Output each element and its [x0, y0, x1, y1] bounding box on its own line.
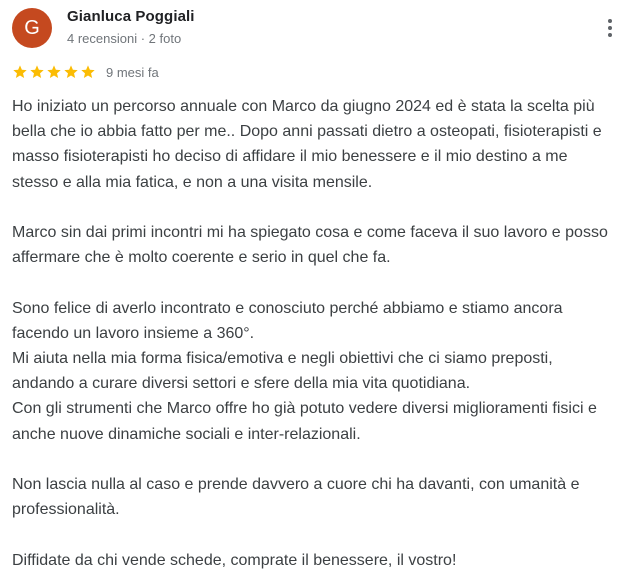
star-icon [63, 64, 79, 80]
review-date: 9 mesi fa [106, 64, 159, 80]
review-text [12, 94, 617, 573]
star-rating [12, 64, 96, 80]
rating-row [12, 62, 159, 82]
review-paragraph: Non lascia nulla al caso e prende davvero a cuore chi ha davanti, con umanità e professionalità. [12, 476, 580, 519]
star-icon [29, 64, 45, 80]
star-icon [12, 64, 28, 80]
author-name[interactable]: Gianluca Poggiali [67, 8, 195, 25]
star-icon [80, 64, 96, 80]
more-vert-icon-dot [608, 19, 612, 23]
review-paragraph: Diffidate da chi vende schede, comprate il benessere, il vostro! [12, 551, 457, 569]
review-paragraph: Marco sin dai primi incontri mi ha spiegato cosa e come faceva il suo lavoro e posso affermare che è molto coerente e serio in quel che fa. [12, 224, 608, 267]
review-paragraph: Sono felice di averlo incontrato e conosciuto perché abbiamo e stiamo ancora facendo un lavoro insieme a 360°. Mi aiuta nella mia forma fisica/emotiva e negli obiettivi che ci siamo preposti, andando a curare diversi settori e sfere della mia vita quotidiana. Con gli strumenti che Marco offre ho già potuto vedere diversi miglioramenti fisici e anche nuove dinamiche sociali e inter-relazionali. [12, 299, 597, 443]
avatar[interactable]: G [12, 8, 52, 48]
author-meta: 4 recensioni · 2 foto [67, 31, 182, 46]
review-paragraph: Ho iniziato un percorso annuale con Marco da giugno 2024 ed è stata la scelta più bella che io abbia fatto per me.. Dopo anni passati dietro a osteopati, fisioterapisti e masso fisioterapisti ho deciso di affidare il mio benessere e il mio destino a me stesso e alla mia fatica, e non a una visita mensile. [12, 98, 602, 191]
more-options-button[interactable] [596, 14, 621, 42]
more-vert-icon-dot [608, 33, 612, 37]
more-vert-icon-dot [608, 26, 612, 30]
star-icon [46, 64, 62, 80]
